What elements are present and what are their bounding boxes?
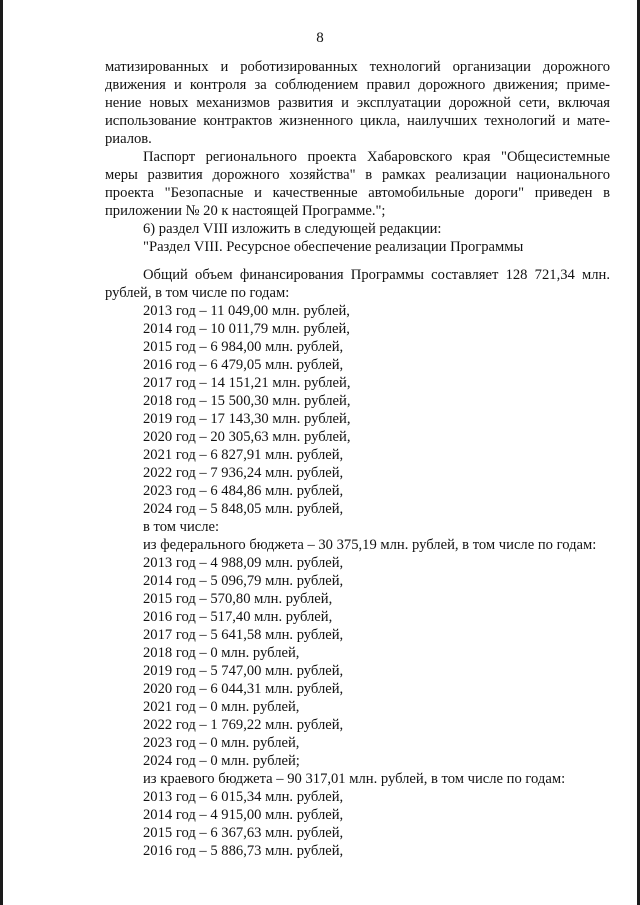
document-body (105, 58, 610, 860)
text-line: меры развития дорожного хозяйства" в рамках реализации национального (105, 167, 610, 183)
federal-by-year-list (105, 554, 610, 770)
text-line: проекта "Безопасные и качественные автомобильные дороги" приведен в (105, 185, 610, 201)
federal-budget-intro: из федерального бюджета – 30 375,19 млн. рублей, в том числе по годам: (143, 537, 597, 553)
paragraph-continuation (105, 58, 610, 148)
year-line: 2013 год – 11 049,00 млн. рублей, (143, 303, 350, 319)
text-line: рублей, в том числе по годам: (105, 285, 290, 301)
text-line: Общий объем финансирования Программы составляет 128 721,34 млн. (143, 267, 610, 283)
year-line: 2018 год – 0 млн. рублей, (143, 645, 300, 661)
year-line: 2019 год – 17 143,30 млн. рублей, (143, 411, 351, 427)
spacer (105, 256, 610, 266)
text-line: нение новых механизмов развития и эксплуатации дорожной сети, включая (105, 95, 610, 111)
scan-border-left (0, 0, 3, 905)
year-line: 2023 год – 6 484,86 млн. рублей, (143, 483, 344, 499)
year-line: 2013 год – 6 015,34 млн. рублей, (143, 789, 344, 805)
paragraph-total-funding (105, 266, 610, 302)
year-line: 2014 год – 10 011,79 млн. рублей, (143, 321, 350, 337)
year-line: 2015 год – 570,80 млн. рублей, (143, 591, 333, 607)
regional-by-year-list (105, 788, 610, 860)
text-line: риалов. (105, 131, 152, 147)
year-line: 2022 год – 7 936,24 млн. рублей, (143, 465, 344, 481)
year-line: 2021 год – 0 млн. рублей, (143, 699, 300, 715)
regional-budget-intro: из краевого бюджета – 90 317,01 млн. рублей, в том числе по годам: (143, 771, 566, 787)
year-line: 2022 год – 1 769,22 млн. рублей, (143, 717, 344, 733)
year-line: 2024 год – 5 848,05 млн. рублей, (143, 501, 344, 517)
year-line: 2015 год – 6 367,63 млн. рублей, (143, 825, 344, 841)
year-line: 2014 год – 4 915,00 млн. рублей, (143, 807, 344, 823)
in-that-number: в том числе: (143, 519, 220, 535)
year-line: 2015 год – 6 984,00 млн. рублей, (143, 339, 344, 355)
year-line: 2024 год – 0 млн. рублей; (143, 753, 300, 769)
year-line: 2016 год – 6 479,05 млн. рублей, (143, 357, 344, 373)
text-line: движения и контроля за соблюдением правил дорожного движения; приме- (105, 77, 610, 93)
year-line: 2020 год – 20 305,63 млн. рублей, (143, 429, 351, 445)
year-line: 2014 год – 5 096,79 млн. рублей, (143, 573, 344, 589)
year-line: 2017 год – 14 151,21 млн. рублей, (143, 375, 351, 391)
year-line: 2023 год – 0 млн. рублей, (143, 735, 300, 751)
paragraph-passport (105, 148, 610, 220)
year-line: 2016 год – 5 886,73 млн. рублей, (143, 843, 344, 859)
year-line: 2016 год – 517,40 млн. рублей, (143, 609, 333, 625)
text-line: использование контрактов жизненного цикла, наилучших технологий и мате- (105, 113, 610, 129)
text-line: матизированных и роботизированных технологий организации дорожного (105, 59, 610, 75)
year-line: 2013 год – 4 988,09 млн. рублей, (143, 555, 344, 571)
text-line: приложении № 20 к настоящей Программе."; (105, 203, 386, 219)
year-line: 2017 год – 5 641,58 млн. рублей, (143, 627, 344, 643)
text-line: Паспорт регионального проекта Хабаровского края "Общесистемные (143, 149, 610, 165)
page-number: 8 (316, 30, 324, 46)
year-line: 2020 год – 6 044,31 млн. рублей, (143, 681, 344, 697)
year-line: 2019 год – 5 747,00 млн. рублей, (143, 663, 344, 679)
section-title: "Раздел VIII. Ресурсное обеспечение реализации Программы (143, 239, 524, 255)
total-by-year-list (105, 302, 610, 518)
year-line: 2021 год – 6 827,91 млн. рублей, (143, 447, 344, 463)
year-line: 2018 год – 15 500,30 млн. рублей, (143, 393, 351, 409)
item-6: 6) раздел VIII изложить в следующей редакции: (143, 221, 442, 237)
